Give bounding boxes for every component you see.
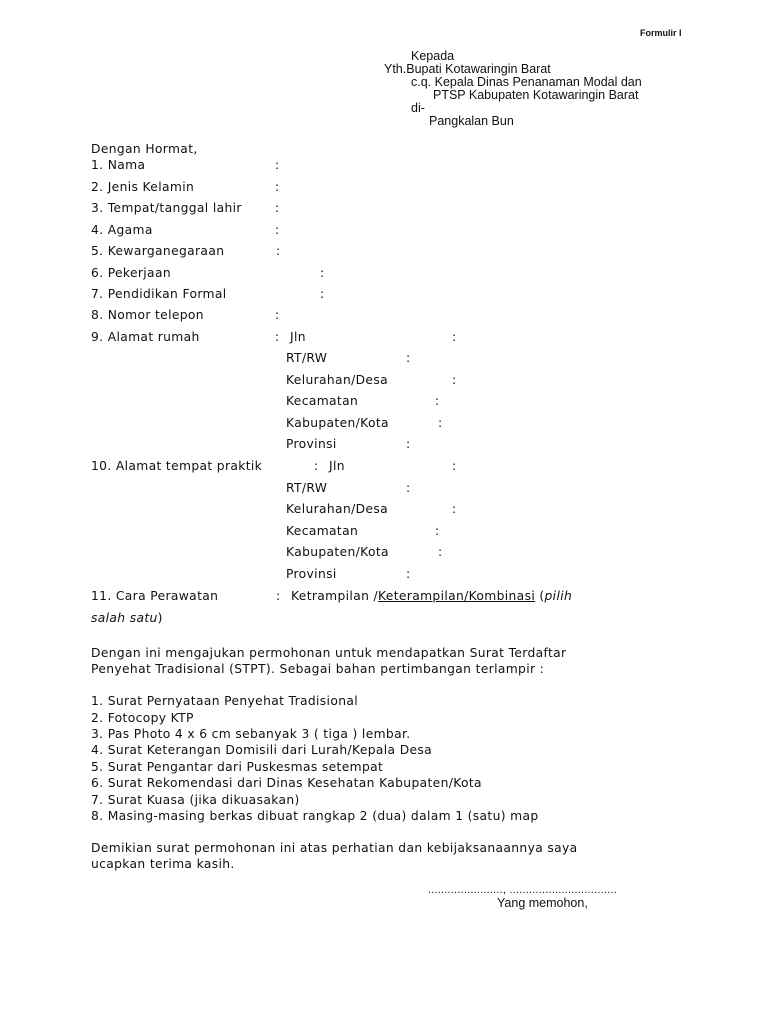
- note-open-paren: (: [539, 589, 545, 603]
- praktik-kabupaten-label: Kabupaten/Kota: [286, 545, 389, 559]
- signature-place-date: ......................., .................................: [428, 884, 617, 896]
- rumah-provinsi-label: Provinsi: [286, 437, 337, 451]
- attachment-item-6: 6. Surat Rekomendasi dari Dinas Kesehatan Kabupaten/Kota: [91, 776, 482, 790]
- praktik-kelurahan-label: Kelurahan/Desa: [286, 502, 388, 516]
- option-keterampilan-kombinasi: Keterampilan/Kombinasi: [377, 589, 536, 603]
- note-close-paren: ): [157, 611, 163, 625]
- field-alamat-praktik-label: 10. Alamat tempat praktik: [91, 459, 263, 473]
- field-cara-perawatan-colon: :: [276, 589, 281, 603]
- option-ketrampilan: Ketrampilan /: [291, 589, 378, 603]
- field-telepon-colon: :: [275, 308, 280, 322]
- note-pilih: pilih: [544, 589, 573, 603]
- recipient-cq-line2: PTSP Kabupaten Kotawaringin Barat: [433, 88, 639, 102]
- rumah-kelurahan-label: Kelurahan/Desa: [286, 373, 388, 387]
- rumah-kecamatan-label: Kecamatan: [286, 394, 359, 408]
- recipient-place: Pangkalan Bun: [429, 114, 514, 128]
- field-nama-colon: :: [275, 158, 280, 172]
- field-jenis-kelamin-label: 2. Jenis Kelamin: [91, 180, 195, 194]
- field-pekerjaan-label: 6. Pekerjaan: [91, 266, 171, 280]
- field-pendidikan-colon: :: [320, 287, 325, 301]
- rumah-kabupaten-label: Kabupaten/Kota: [286, 416, 389, 430]
- field-telepon-label: 8. Nomor telepon: [91, 308, 204, 322]
- signature-label: Yang memohon,: [497, 896, 588, 910]
- attachment-item-7: 7. Surat Kuasa (jika dikuasakan): [91, 793, 300, 807]
- field-alamat-rumah-label: 9. Alamat rumah: [91, 330, 200, 344]
- attachment-item-1: 1. Surat Pernyataan Penyehat Tradisional: [91, 694, 358, 708]
- closing-line-1: Demikian surat permohonan ini atas perhatian dan kebijaksanaannya saya: [91, 841, 578, 855]
- intro-line-1: Dengan ini mengajukan permohonan untuk mendapatkan Surat Terdaftar: [91, 646, 567, 660]
- recipient-yth: Yth.Bupati Kotawaringin Barat: [384, 62, 551, 76]
- praktik-provinsi-colon: :: [406, 567, 411, 581]
- closing-line-2: ucapkan terima kasih.: [91, 857, 235, 871]
- note-salah-satu: salah satu: [91, 611, 158, 625]
- praktik-kecamatan-colon: :: [435, 524, 440, 538]
- field-alamat-rumah-colon: :: [275, 330, 280, 344]
- field-kewarganegaraan-label: 5. Kewarganegaraan: [91, 244, 225, 258]
- field-ttl-label: 3. Tempat/tanggal lahir: [91, 201, 242, 215]
- cara-perawatan-note-continued: [91, 611, 163, 625]
- rumah-kabupaten-colon: :: [438, 416, 443, 430]
- field-ttl-colon: :: [275, 201, 280, 215]
- field-alamat-praktik-colon: :: [314, 459, 319, 473]
- attachment-item-3: 3. Pas Photo 4 x 6 cm sebanyak 3 ( tiga ) lembar.: [91, 727, 411, 741]
- rumah-rtrw-label: RT/RW: [286, 351, 328, 365]
- rumah-jln-colon: :: [452, 330, 457, 344]
- rumah-rtrw-colon: :: [406, 351, 411, 365]
- intro-line-2: Penyehat Tradisional (STPT). Sebagai bahan pertimbangan terlampir :: [91, 662, 545, 676]
- rumah-jln-label: Jln: [290, 330, 306, 344]
- field-cara-perawatan-label: 11. Cara Perawatan: [91, 589, 219, 603]
- praktik-provinsi-label: Provinsi: [286, 567, 337, 581]
- praktik-rtrw-colon: :: [406, 481, 411, 495]
- field-pekerjaan-colon: :: [320, 266, 325, 280]
- praktik-jln-colon: :: [452, 459, 457, 473]
- recipient-di: di-: [411, 101, 425, 115]
- attachment-item-5: 5. Surat Pengantar dari Puskesmas setempat: [91, 760, 384, 774]
- field-pendidikan-label: 7. Pendidikan Formal: [91, 287, 227, 301]
- field-nama-label: 1. Nama: [91, 158, 146, 172]
- rumah-kecamatan-colon: :: [435, 394, 440, 408]
- rumah-provinsi-colon: :: [406, 437, 411, 451]
- form-number: Formulir I: [640, 28, 682, 38]
- field-kewarganegaraan-colon: :: [276, 244, 281, 258]
- field-agama-label: 4. Agama: [91, 223, 153, 237]
- attachment-item-2: 2. Fotocopy KTP: [91, 711, 194, 725]
- field-jenis-kelamin-colon: :: [275, 180, 280, 194]
- praktik-rtrw-label: RT/RW: [286, 481, 328, 495]
- rumah-kelurahan-colon: :: [452, 373, 457, 387]
- field-agama-colon: :: [275, 223, 280, 237]
- recipient-kepada: Kepada: [411, 49, 455, 63]
- praktik-kelurahan-colon: :: [452, 502, 457, 516]
- praktik-kabupaten-colon: :: [438, 545, 443, 559]
- praktik-jln-label: Jln: [329, 459, 345, 473]
- attachment-item-4: 4. Surat Keterangan Domisili dari Lurah/Kepala Desa: [91, 743, 433, 757]
- cara-perawatan-options: [291, 589, 572, 603]
- greeting: Dengan Hormat,: [91, 142, 198, 156]
- attachment-item-8: 8. Masing-masing berkas dibuat rangkap 2 (dua) dalam 1 (satu) map: [91, 809, 539, 823]
- praktik-kecamatan-label: Kecamatan: [286, 524, 359, 538]
- recipient-cq-line1: c.q. Kepala Dinas Penanaman Modal dan: [411, 75, 642, 89]
